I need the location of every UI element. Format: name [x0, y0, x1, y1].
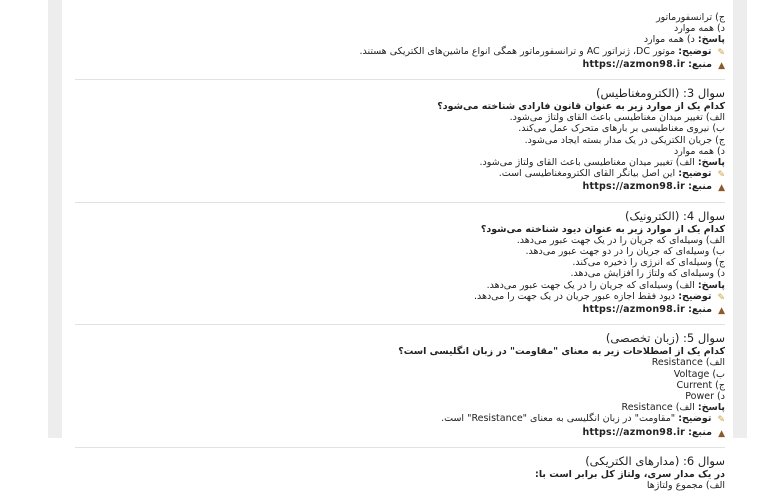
explain-text: موتور DC، ژنراتور AC و ترانسفورماتور همگی انواع ماشین‌های الکتریکی هستند. [359, 45, 676, 57]
source-label: منبع: [688, 304, 713, 316]
question-title: سوال 4: (الکترونیک) [624, 208, 725, 223]
answer-label: پاسخ: [697, 157, 725, 169]
source-line [75, 59, 725, 72]
option-a: الف) تغییر میدان مغناطیسی باعث القای ولتاژ می‌شود. [509, 112, 725, 124]
question-title: سوال 3: (الکترومغناطیس) [595, 86, 725, 101]
answer-line [75, 157, 725, 168]
explain-label: توضیح: [678, 45, 712, 57]
document-page [62, 0, 733, 492]
divider [75, 202, 725, 203]
option-d: د) همه موارد [673, 23, 725, 35]
source-link[interactable]: https://azmon98.ir [582, 304, 686, 316]
question-2-tail [75, 12, 725, 72]
explain-label: توضیح: [678, 413, 712, 425]
answer-label: پاسخ: [697, 402, 725, 414]
answer-line [75, 402, 725, 413]
question-title: سوال 5: (زبان تخصصی) [605, 331, 725, 346]
option-b: ب) وسیله‌ای که جریان را در دو جهت عبور می‌دهد. [525, 246, 725, 258]
divider [75, 324, 725, 325]
option-d: د) وسیله‌ای که ولتاژ را افزایش می‌دهد. [570, 268, 725, 280]
answer-line [75, 280, 725, 291]
divider [75, 79, 725, 80]
answer-text: الف) وسیله‌ای که جریان را در یک جهت عبور می‌دهد. [486, 279, 695, 291]
source-line [75, 427, 725, 440]
question-4 [75, 209, 725, 318]
question-3 [75, 86, 725, 195]
memo-icon: ✎ [717, 47, 725, 58]
option-c: ج) وسیله‌ای که انرژی را ذخیره می‌کند. [572, 257, 725, 269]
option-d: د) همه موارد [673, 145, 725, 157]
source-icon: ▲ [718, 306, 725, 317]
option-b: ب) نیروی مغناطیسی بر بارهای متحرک عمل می‌کند. [518, 123, 725, 135]
source-link[interactable]: https://azmon98.ir [582, 58, 686, 70]
option-a: الف) Resistance [651, 357, 725, 369]
option-c: ج) ترانسفورماتور [656, 12, 725, 23]
source-link[interactable]: https://azmon98.ir [582, 426, 686, 438]
source-link[interactable]: https://azmon98.ir [582, 181, 686, 193]
question-text: کدام یک از موارد زیر به عنوان قانون فارادی شناخته می‌شود؟ [437, 101, 725, 113]
answer-text: د) همه موارد [643, 34, 695, 46]
answer-label: پاسخ: [697, 34, 725, 46]
source-icon: ▲ [718, 183, 725, 194]
explanation-line [75, 413, 725, 426]
memo-icon: ✎ [717, 292, 725, 303]
question-6 [75, 454, 725, 491]
option-c: ج) جریان الکتریکی در یک مدار بسته ایجاد می‌شود. [524, 134, 725, 146]
question-text: کدام یک از اصطلاحات زیر به معنای "مقاومت" در زبان انگلیسی است؟ [398, 346, 725, 358]
question-text: در یک مدار سری، ولتاژ کل برابر است با: [535, 468, 725, 480]
explanation-line [75, 291, 725, 304]
quiz-content [75, 12, 725, 493]
divider [75, 447, 725, 448]
explain-text: این اصل بیانگر القای الکترومغناطیسی است. [498, 168, 676, 180]
option-c: ج) Current [676, 379, 725, 391]
answer-label: پاسخ: [697, 279, 725, 291]
option-a: الف) وسیله‌ای که جریان را در یک جهت عبور می‌دهد. [516, 234, 725, 246]
source-label: منبع: [688, 58, 713, 70]
explanation-line [75, 168, 725, 181]
explain-text: "مقاومت" در زبان انگلیسی به معنای "Resistance" است. [441, 413, 676, 425]
explanation-line [75, 46, 725, 59]
source-label: منبع: [688, 426, 713, 438]
option-b: ب) Voltage [673, 368, 725, 380]
memo-icon: ✎ [717, 415, 725, 426]
answer-line [75, 34, 725, 45]
explain-label: توضیح: [678, 168, 712, 180]
page-gutter-left [48, 0, 62, 438]
answer-text: الف) تغییر میدان مغناطیسی باعث القای ولتاژ می‌شود. [479, 157, 695, 169]
source-icon: ▲ [718, 428, 725, 439]
question-5 [75, 331, 725, 440]
option-a: الف) مجموع ولتاژها [646, 480, 725, 492]
source-line [75, 181, 725, 194]
explain-text: دیود فقط اجازه عبور جریان در یک جهت را می‌دهد. [473, 290, 676, 302]
source-line [75, 304, 725, 317]
explain-label: توضیح: [678, 290, 712, 302]
memo-icon: ✎ [717, 170, 725, 181]
source-icon: ▲ [718, 60, 725, 71]
question-text: کدام یک از موارد زیر به عنوان دیود شناخته می‌شود؟ [480, 223, 725, 235]
source-label: منبع: [688, 181, 713, 193]
question-title: سوال 6: (مدارهای الکتریکی) [585, 453, 725, 468]
page-gutter-right [733, 0, 747, 438]
option-d: د) Power [685, 391, 725, 403]
answer-text: الف) Resistance [621, 402, 695, 414]
